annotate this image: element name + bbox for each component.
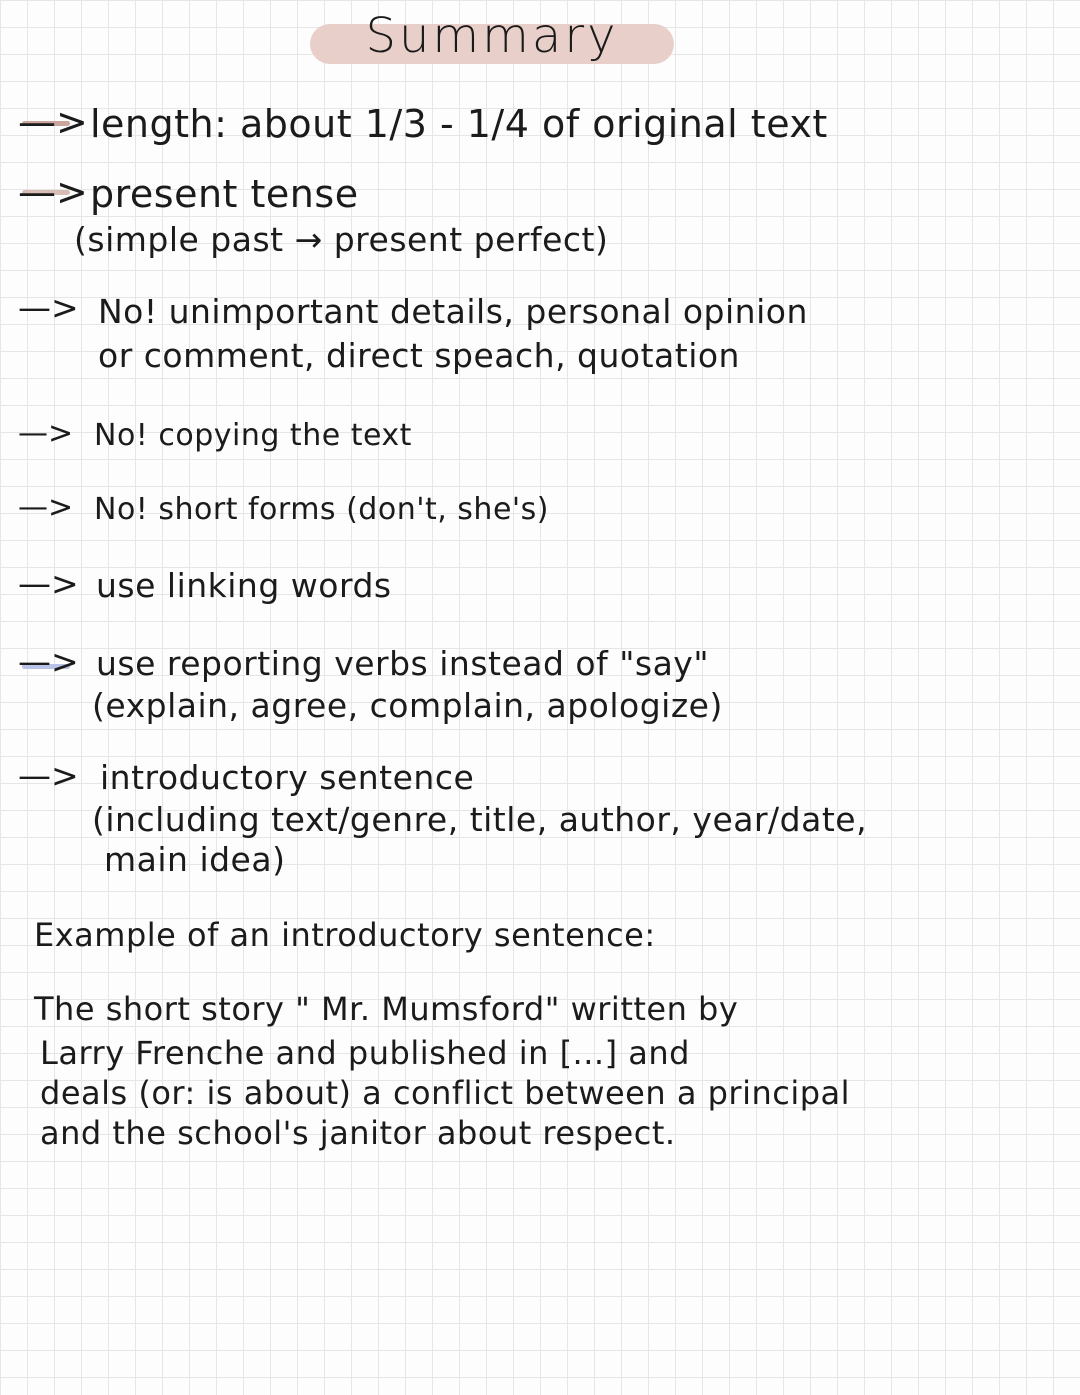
rule-length: length: about 1/3 - 1/4 of original text: [90, 102, 828, 146]
rule-reporting-verbs: use reporting verbs instead of "say": [96, 644, 710, 683]
rule-no-copying: No! copying the text: [94, 418, 412, 453]
rule-no-short-forms: No! short forms (don't, she's): [94, 492, 549, 527]
rule-introductory-detail-cont: main idea): [104, 840, 286, 879]
arrow-icon: —>: [18, 564, 79, 603]
rule-introductory: introductory sentence: [100, 758, 475, 797]
arrow-icon: —>: [18, 170, 88, 214]
rule-linking-words: use linking words: [96, 566, 392, 605]
example-line: Larry Frenche and published in [...] and: [40, 1034, 690, 1072]
arrow-icon: —>: [18, 416, 74, 451]
example-line: The short story " Mr. Mumsford" written by: [34, 990, 739, 1028]
arrow-icon: —>: [18, 756, 79, 795]
page-title: Summary: [365, 8, 619, 64]
example-heading: Example of an introductory sentence:: [34, 916, 656, 954]
rule-present-tense-detail: (simple past → present perfect): [74, 220, 609, 259]
rule-reporting-verbs-examples: (explain, agree, complain, apologize): [92, 686, 723, 725]
rule-no-details: No! unimportant details, personal opinion: [98, 292, 808, 331]
arrow-icon: —>: [18, 490, 74, 525]
example-line: and the school's janitor about respect.: [40, 1114, 676, 1152]
arrow-icon: —>: [18, 100, 88, 144]
rule-no-details-cont: or comment, direct speach, quotation: [98, 336, 740, 375]
title-block: [310, 6, 674, 78]
rule-present-tense: present tense: [90, 172, 359, 216]
rule-introductory-detail: (including text/genre, title, author, year/date,: [92, 800, 868, 839]
arrow-icon: —>: [18, 642, 79, 681]
example-line: deals (or: is about) a conflict between a principal: [40, 1074, 851, 1112]
arrow-icon: —>: [18, 288, 79, 327]
